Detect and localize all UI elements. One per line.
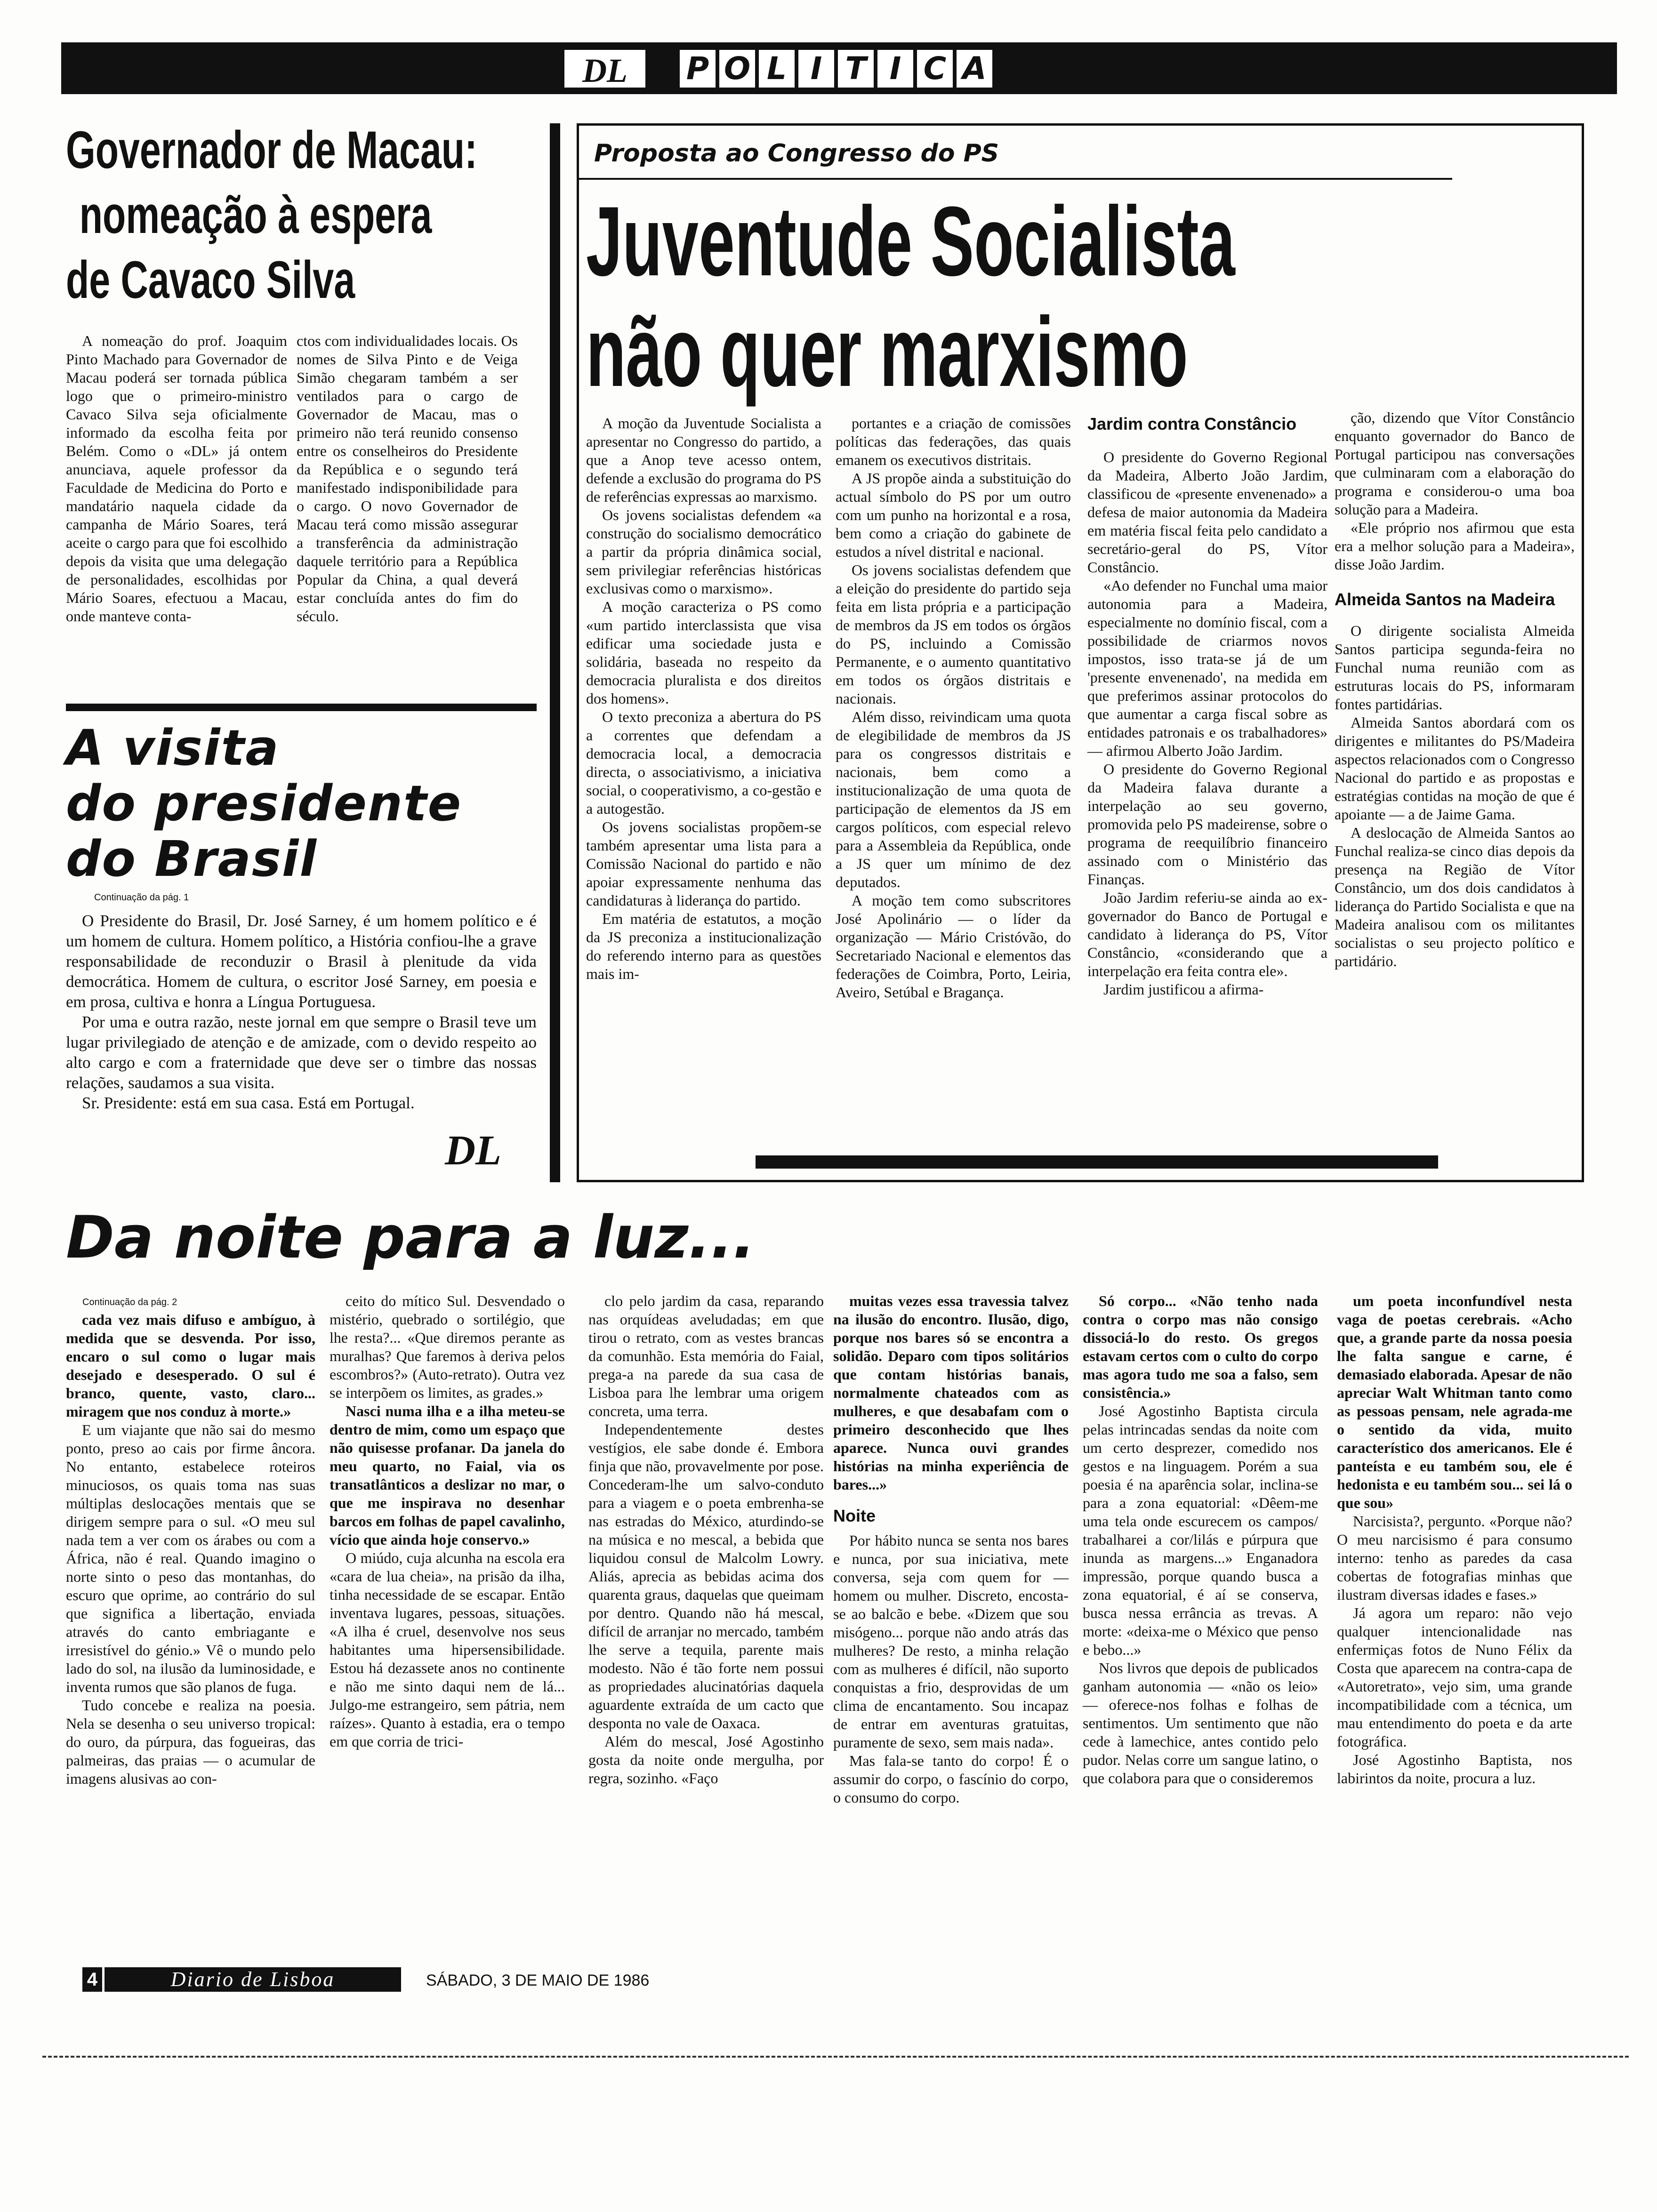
- js-paragraph: O texto preconiza a abertura do PS a correntes que defendam a democracia local, a democracia directa, o associativismo, a iniciativa social, o cooperativismo, a co-gestão e a autogestão.: [586, 708, 821, 817]
- js-paragraph: O dirigente socialista Almeida Santos participa segunda-feira no Funchal numa reunião com as estruturas locais do PS, informaram fontes partidárias.: [1335, 622, 1575, 713]
- noite-column-1: [66, 1311, 315, 1788]
- js-paragraph: João Jardim referiu-se ainda ao ex-governador do Banco de Portugal e candidato à liderança do PS, Vítor Constâncio, «considerando que a interpelação era feita contra ele».: [1087, 889, 1327, 979]
- js-paragraph: A moção caracteriza o PS como «um partido interclassista que visa edificar uma sociedade justa e solidária, baseada no respeito da democracia pluralista e dos direitos dos homens».: [586, 598, 821, 707]
- js-paragraph: «Ele próprio nos afirmou que esta era a melhor solução para a Madeira», disse João Jardim.: [1335, 519, 1575, 573]
- brasil-paragraph: Sr. Presidente: está em sua casa. Está em Portugal.: [82, 1094, 415, 1112]
- noite-headline: Da noite para a luz...: [66, 1204, 755, 1272]
- noite-column-2: [330, 1292, 565, 1751]
- js-subhead-jardim: Jardim contra Constâncio: [1087, 414, 1297, 433]
- noite-column-5: [1083, 1292, 1318, 1787]
- macau-headline: Governador de Macau: nomeação à espera de Cavaco Silva: [66, 120, 477, 309]
- js-paragraph: Almeida Santos abordará com os dirigentes e militantes do PS/Madeira aspectos relacionados com o Congresso Nacional do partido e as propostas e estratégias contidas na moção de que é apoiante — a de Jaime Gama.: [1335, 714, 1575, 823]
- section-title-letter: I: [876, 48, 915, 89]
- footer-page-number: 4: [82, 1967, 102, 1992]
- js-paragraph: A moção da Juventude Socialista a apresentar no Congresso do partido, a que a Anop teve acesso ontem, defende a exclusão do programa do PS de referências expressas ao marxismo.: [586, 415, 821, 505]
- js-bottom-rule: [756, 1155, 1438, 1169]
- js-paragraph: O presidente do Governo Regional da Madeira falava durante a interpelação ao seu governo, promovida pelo PS madeirense, sobre o programa de reequilíbrio financeiro assinado com o Ministério das Finanças.: [1087, 761, 1327, 888]
- js-paragraph: Os jovens socialistas propõem-se também apresentar uma lista para a Comissão Nacional do partido e não apoiar expressamente nenhuma das candidaturas à liderança do partido.: [586, 818, 821, 909]
- noite-paragraph: E um viajante que não sai do mesmo ponto, preso ao cais por firme âncora. No entanto, estabelece roteiros minuciosos, os quais toma nas suas múltiplas deslocações mentais que se dirigem sempre para o sul. «O meu sul nada tem a ver com os árabes ou com a África, não é real. Quando imagino o norte sinto o peso das montanhas, do escuro que oprime, ao contrário do sul que significa a libertação, enviada através do canto embriagante e irresistível do génio.» Vê o mundo pelo lado do sol, na ilusão da luminosidade, e inventa rumos que são planos de fuga.: [66, 1421, 315, 1695]
- js-subhead-almeida: Almeida Santos na Madeira: [1335, 590, 1555, 609]
- macau-column-2: ctos com individualidades locais. Os nomes de Silva Pinto e de Veiga Simão chegaram também a ser ventilados para o cargo de Governador de Macau, mas o primeiro não terá reunido consenso entre os conselheiros do Presidente da República e o segundo terá manifestado indisponibilidade para o cargo. O novo Governador de Macau terá como missão assegurar a transferência da administração daquele território para a República Popular da China, a qual deverá estar concluída antes do fim do século.: [297, 332, 518, 625]
- footer-date: SÁBADO, 3 DE MAIO DE 1986: [426, 1972, 650, 1989]
- noite-paragraph: clo pelo jardim da casa, reparando nas orquídeas aveludadas; em que tirou o retrato, com as vestes brancas da comunhão. Esta memória do Faial, prega-a na parede da sua casa de Lisboa para lhe lembrar uma origem concreta, uma terra.: [588, 1292, 824, 1419]
- noite-paragraph: um poeta inconfundível nesta vaga de poetas cerebrais. «Acho que, a grande parte da nossa poesia lhe falta sangue e carne, é demasiado elaborada. Apesar de não apreciar Walt Whitman tanto como as pessoas pensam, nele agrada-me o sentido da vida, muito característico dos americanos. Ele é panteísta e eu também sou, ele é hedonista e eu também sou... sei lá o que sou»: [1337, 1292, 1572, 1511]
- js-paragraph: portantes e a criação de comissões políticas das federações, das quais emanem os executivos distritais.: [836, 415, 1071, 468]
- brasil-top-rule: [66, 704, 537, 711]
- js-paragraph: A deslocação de Almeida Santos ao Funchal realiza-se cinco dias depois da presença na Região de Vítor Constâncio, um dos dois candidatos à liderança do Partido Socialista e que na Madeira analisou com os militantes socialistas o seu projecto político e partidário.: [1335, 824, 1575, 970]
- noite-paragraph: Já agora um reparo: não vejo qualquer intencionalidade nas enfermiças fotos de Nuno Félix da Costa que aparecem na contra-capa de «Autoretrato», vejo sim, uma grande incompatibilidade com a técnica, um mau entendimento do poeta e da arte fotográfica.: [1337, 1604, 1572, 1750]
- noite-paragraph: cada vez mais difuso e ambíguo, à medida que se desvenda. Por isso, encaro o sul como o lugar mais desejado e desesperado. O sul é branco, quente, vasto, claro... miragem que nos conduz à morte.»: [66, 1311, 315, 1420]
- js-paragraph: A moção tem como subscritores José Apolinário — o líder da organização — Mário Cristóvão, do Secretariado Nacional e elementos das federações de Coimbra, Porto, Leiria, Aveiro, Setúbal e Bragança.: [836, 892, 1071, 1001]
- footer-rule: [42, 2056, 1629, 2058]
- js-paragraph: ção, dizendo que Vítor Constâncio enquanto governador do Banco de Portugal participou nas conversações que culminaram com a elaboração do programa e considerou-o uma boa solução para a Madeira.: [1335, 409, 1575, 518]
- brasil-headline: A visita do presidente do Brasil: [66, 719, 462, 888]
- js-paragraph: O presidente do Governo Regional da Madeira, Alberto João Jardim, classificou de «presente envenenado» a defesa de maior autonomia da Madeira em matéria fiscal feita pelo candidato a secretário-geral do PS, Vítor Constâncio.: [1087, 449, 1327, 576]
- noite-paragraph: Só corpo... «Não tenho nada contra o corpo mas não consigo dissociá-lo do resto. Os gregos estavam certos com o culto do corpo mas agora tudo me soa a falso, sem consistência.»: [1083, 1292, 1318, 1401]
- js-paragraph: Além disso, reivindicam uma quota de elegibilidade de membros da JS para os congressos distritais e nacionais, bem como a institucionalização de uma quota de participação de elementos da JS em cargos políticos, com especial relevo para a Assembleia da República, onde a JS quer um mínimo de dez deputados.: [836, 708, 1071, 890]
- noite-paragraph: muitas vezes essa travessia talvez na ilusão do encontro. Ilusão, digo, porque nos bares só se encontra a solidão. Deparo com tipos solitários que contam histórias banais, normalmente chateados com as mulheres, e que desabafam com o primeiro desconhecido que lhes aparece. Nunca ouvi grandes histórias na minha experiência de bares...»: [833, 1292, 1069, 1493]
- macau-column-1: A nomeação do prof. Joaquim Pinto Machado para Governador de Macau poderá ser tornada pública logo que o primeiro-ministro Cavaco Silva seja oficialmente informado da escolha feita por Belém. Como o «DL» já ontem anunciava, aquele professor da Faculdade de Medicina do Porto e mandatário naquela cidade da campanha de Mário Soares, terá aceite o cargo para que foi escolhido depois da visita que uma delegação de personalidades, escolhidas por Mário Soares, efectuou a Macau, onde manteve conta-: [66, 332, 287, 625]
- brasil-paragraph: O Presidente do Brasil, Dr. José Sarney, é um homem político e é um homem de cultura. Homem político, a História confiou-lhe a grave responsabilidade de reconduzir o Brasil à plenitude da vida democrática. Homem de cultura, o escritor José Sarney, em poesia e em prosa, cultiva e honra a Língua Portuguesa.: [66, 912, 537, 1011]
- section-title-letter: O: [717, 48, 757, 89]
- noite-column-4: [833, 1292, 1069, 1807]
- js-column-4: [1335, 409, 1575, 970]
- section-title-letter: A: [955, 48, 994, 89]
- js-paragraph: Os jovens socialistas defendem que a eleição do presidente do partido seja feita em lista própria e a participação de membros da JS em todos os órgãos do PS, incluindo a Comissão Permanente, e o aumento quantitativo em todos os órgãos distritais e nacionais.: [836, 561, 1071, 707]
- noite-paragraph: Por hábito nunca se senta nos bares e nunca, por sua iniciativa, mete conversa, seja com quem for — homem ou mulher. Discreto, encosta-se ao balcão e bebe. «Dizem que sou misógeno... porque não ando atrás das mulheres? De resto, a minha relação com as mulheres é difícil, não suporto conquistas a frio, desprovidas de um clima de encantamento. Sou incapaz de entrar em aventuras gratuitas, puramente de sexo, sem mais nada».: [833, 1532, 1069, 1751]
- footer-masthead: Diario de Lisboa: [105, 1967, 401, 1992]
- js-column-1: [586, 414, 821, 983]
- noite-paragraph: Narcisista?, pergunto. «Porque não? O meu narcisismo é para consumo interno: tenho as paredes da casa cobertas de fotografias minhas que ilustram diversas idades e fases.»: [1337, 1513, 1572, 1603]
- section-title-letter: I: [796, 48, 836, 89]
- section-title-letter: L: [757, 48, 796, 89]
- noite-paragraph: O miúdo, cuja alcunha na escola era «cara de lua cheia», na prisão da ilha, tinha necessidade de se escapar. Então inventava lugares, pessoas, situações. «A ilha é cruel, desenvolve nos seus habitantes uma hipersensibilidade. Estou há dezassete anos no continente e não me sinto daqui nem de lá... Julgo-me estrangeiro, sem pátria, nem raízes». Quanto à estadia, era o tempo em que corria de trici-: [330, 1549, 565, 1750]
- noite-paragraph: Além do mescal, José Agostinho gosta da noite onde mergulha, por regra, sozinho. «Faço: [588, 1733, 824, 1787]
- section-title-letter: C: [915, 48, 955, 89]
- js-kicker: Proposta ao Congresso do PS: [594, 139, 999, 168]
- js-paragraph: Jardim justificou a afirma-: [1103, 981, 1264, 998]
- section-title-letter: P: [678, 48, 717, 89]
- noite-paragraph: Independentemente destes vestígios, ele sabe donde é. Embora finja que não, provavelmente por pose. Concederam-lhe um salvo-conduto para a viagem e o poeta embrenha-se nas estradas do México, aturdindo-se na música e no mescal, a bebida que liquidou consul de Malcolm Lowry. Aliás, aprecia as bebidas acima dos quarenta graus, daquelas que queimam por dentro. Quando não há mescal, difícil de arranjar no mercado, também lhe serve a tequila, parente mais modesto. Não é tão forte nem possui as propriedades alucinatórias daquela aguardente extraída de um cacto que desponta no vale de Oaxaca.: [588, 1421, 824, 1731]
- brasil-body: [66, 911, 537, 1113]
- js-paragraph: A JS propõe ainda a substituição do actual símbolo do PS por um outro com um punho na horizontal e a rosa, bem como a criação do gabinete de estudos a nível distrital e nacional.: [836, 470, 1071, 560]
- noite-paragraph: ceito do mítico Sul. Desvendado o mistério, quebrado o sortilégio, que lhe resta?... «Que diremos perante as muralhas? Que faremos à deriva pelos escombros?» (Auto-retrato). Outra vez se interpõem os limites, as grades.»: [330, 1292, 565, 1401]
- noite-paragraph: Nos livros que depois de publicados ganham autonomia — «não os leio» — oferece-nos folhas e folhas de sentimentos. Um sentimento que não cede à lamechice, antes contido pelo pudor. Nelas corre um sangue latino, o que colabora para que o consideremos: [1083, 1659, 1318, 1787]
- noite-paragraph: Mas fala-se tanto do corpo! É o assumir do corpo, o fascínio do corpo, o consumo do corpo.: [833, 1752, 1069, 1806]
- noite-subhead: Noite: [833, 1506, 876, 1525]
- js-paragraph: «Ao defender no Funchal uma maior autonomia para a Madeira, especialmente no domínio fiscal, com a possibilidade de criarmos novos impostos, isso trata-se já de um 'presente envenenado', na medida em que preferimos assinar protocolos do que aumentar a carga fiscal sobre as entidades patronais e os trabalhadores» — afirmou Alberto João Jardim.: [1087, 577, 1327, 759]
- js-kicker-rule: [577, 178, 1452, 180]
- brasil-signature-logo: DL: [445, 1127, 501, 1174]
- brasil-continuation: Continuação da pág. 1: [94, 892, 189, 903]
- section-title-letter: T: [836, 48, 876, 89]
- column-divider: [550, 123, 560, 1182]
- noite-column-3: [588, 1292, 824, 1787]
- noite-paragraph: Nasci numa ilha e a ilha meteu-se dentro de mim, como um espaço que não quisesse profanar. Da janela do meu quarto, no Faial, via os transatlânticos a deslizar no mar, o que me inspirava no desenhar barcos em folhas de papel cavalinho, vício que ainda hoje conservo.»: [330, 1403, 565, 1548]
- noite-paragraph: José Agostinho Baptista circula pelas intrincadas sendas da noite com um certo desprezer, comedido nos gestos e na linguagem. Porém a sua poesia é na aparência solar, inclina-se para a zona equatorial: «Dêem-me uma tela onde escurecem os campos/ trabalharei a cor/lilás e púrpura que inunda as margens...» Enganadora impressão, porque quando busca a zona equatorial, é aí se conserva, busca nessa errância as trevas. A morte: «deixa-me o México que penso e bebo...»: [1083, 1403, 1318, 1658]
- brasil-paragraph: Por uma e outra razão, neste jornal em que sempre o Brasil teve um lugar privilegiado de atenção e de amizade, com o devido respeito ao alto cargo e com a fraternidade que deve ser o timbre das nossas relações, saudamos a sua visita.: [66, 1013, 537, 1092]
- js-paragraph: Em matéria de estatutos, a moção da JS preconiza a institucionalização do referendo interno para as questões mais im-: [586, 910, 821, 982]
- section-title: [678, 48, 994, 89]
- header-logo: DL: [563, 48, 647, 89]
- noite-continuation: Continuação da pág. 2: [82, 1297, 177, 1307]
- js-paragraph: Os jovens socialistas defendem «a construção do socialismo democrático a partir da própria dinâmica social, sem privilegiar referências históricas exclusivas como o marxismo».: [586, 506, 821, 597]
- js-headline: Juventude Socialista não quer marxismo: [586, 186, 1235, 407]
- js-column-2: [836, 414, 1071, 1002]
- js-column-3: [1087, 414, 1327, 999]
- noite-column-6: [1337, 1292, 1572, 1787]
- noite-paragraph: Tudo concebe e realiza na poesia. Nela se desenha o seu universo tropical: do ouro, da púrpura, das fogueiras, das palmeiras, das praias — o acumular de imagens alusivas ao con-: [66, 1697, 315, 1787]
- noite-paragraph: José Agostinho Baptista, nos labirintos da noite, procura a luz.: [1337, 1751, 1572, 1787]
